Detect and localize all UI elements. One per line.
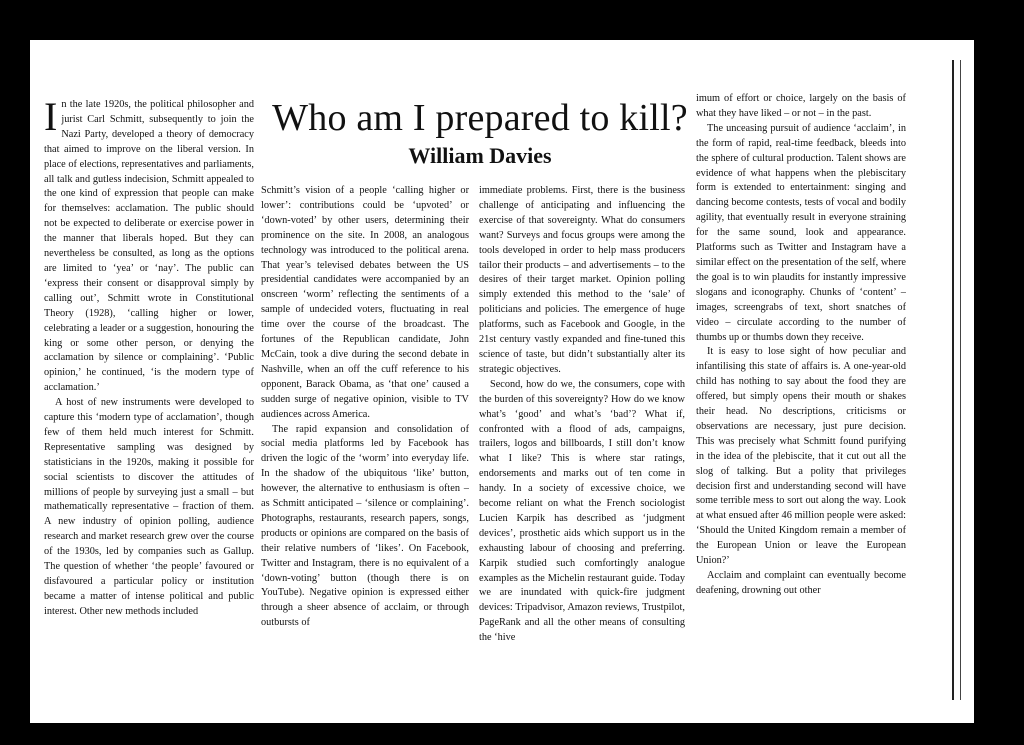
paragraph: The rapid expansion and consolidation of social media platforms led by Facebook has driven the logic of the ‘worm’ into everyday life. In the shadow of the ubiquitous ‘like’ button, however, the alternative to enthusiasm is often – as Schmitt anticipated – ‘silence or complaining’. Photographs, restaurants, research papers, songs, products or opinions are compared on the basis of their relative numbers of ‘likes’. On Facebook, Twitter and Instagram, there is no equivalent of a ‘down-voting’ button (though there is on YouTube). Negative opinion is expressed either through a sheer absence of acclaim, or through outbursts of — [261, 423, 469, 629]
scan-border-top — [0, 0, 1024, 40]
paragraph — [44, 98, 254, 396]
column-2 — [261, 184, 469, 710]
paragraph: It is easy to lose sight of how peculiar and infantilising this state of affairs is. A one-year-old child has nothing to say about the food they are offered, but simply opens their mouth or shakes their head. No descriptions, criticisms or observations are necessary, just pure decision. This was precisely what Schmitt found purifying in the idea of the plebiscite, that it cut out all the slog of talking. But a polity that privileges decision first and understanding second will have some terrible mess to sort out along the way. Look at what ensued after 46 million people were asked: ‘Should the United Kingdom remain a member of the European Union or leave the European Union?’ — [696, 346, 906, 567]
paragraph: immediate problems. First, there is the business challenge of anticipating and influencing the exercise of that sovereignty. What do consumers want? Surveys and focus groups were among the tools developed in order to help mass producers tailor their products – and advertisements – to the desires of their target market. Opinion polling simply extended this method to the ‘sale’ of politicians and policies. The emergence of huge platforms, such as Facebook and Google, in the 21st century vastly expanded and fine-tuned this science of taste, but didn’t substantially alter its strategic objectives. — [479, 185, 685, 375]
paragraph: Second, how do we, the consumers, cope with the burden of this sovereignty? How do we know what’s ‘good’ and what’s ‘bad’? What if, confronted with a flood of ads, campaigns, trailers, logos and billboards, I still don’t know what I like? This is where star ratings, endorsements and marks out of ten come in handy. In a society of excessive choice, we become reliant on what the French sociologist Lucien Karpik has described as ‘judgment devices’, prosthetic aids which support us in the exhausting labour of choosing and preferring. Karpik studied such comfortingly analogue examples as the Michelin restaurant guide. Today we are inundated with quick-fire judgment devices: Tripadvisor, Amazon reviews, Trustpilot, PageRank and all the other means of consulting the ‘hive — [479, 378, 685, 644]
article-author: William Davies — [408, 143, 552, 168]
page-fold-edge — [952, 60, 961, 700]
paragraph: A host of new instruments were developed to capture this ‘modern type of acclamation’, though few of them held much interest for Schmitt. Representative sampling was designed by statisticians in the 1920s, making it possible for social scientists to discover the attitudes of millions of people by surveying just a small – but mathematically representative – fraction of them. A new industry of opinion polling, audience research and market research grew over the course of the 1930s, led by companies such as Gallup. The question of whether ‘the people’ favoured or disfavoured a particular policy or institution became a matter of intense political and public interest. Other new methods included — [44, 397, 254, 617]
paragraph: Acclaim and complaint can eventually become deafening, drowning out other — [696, 570, 906, 596]
scan-border-left — [0, 0, 30, 745]
article-title: Who am I prepared to kill? — [272, 97, 688, 139]
scan-border-right — [974, 0, 1024, 745]
column-3 — [479, 184, 685, 710]
paragraph: imum of effort or choice, largely on the basis of what they have liked – or not – in the past. — [696, 93, 906, 119]
paragraph: Schmitt’s vision of a people ‘calling higher or lower’: contributions could be ‘upvoted’ or ‘down-voted’ by other users, determining their prominence on the site. In 2008, an analogous technology was introduced to the political arena. That year’s televised debates between the US presidential candidates were accompanied by an onscreen ‘worm’ reflecting the sentiments of a sample of undecided voters, fluctuating in real time over the course of the broadcast. The fortunes of the Republican candidate, John McCain, took a dive during the second debate in Nashville, when an off the cuff reference to his opponent, Barack Obama, as ‘that one’ caused a sudden surge of negative opinion, visible to TV audiences across America. — [261, 185, 469, 420]
paragraph-text: n the late 1920s, the political philosopher and jurist Carl Schmitt, subsequently to join the Nazi Party, developed a theory of democracy that aimed to improve on the liberal version. In place of elections, representatives and parliaments, all talk and gutless indecision, Schmitt appealed to the one kind of expression that people can make for themselves: acclamation. The public should not be expected to deliberate or exercise power in the manner that liberals hoped. But they can nevertheless be consulted, as long as the options are limited to ‘yea’ or ‘nay’. The public can ‘express their consent or disapproval simply by calling out’, Schmitt wrote in Constitutional Theory (1928), ‘calling higher or lower, celebrating a leader or a suggestion, honouring the king or some other person, or denying the acclamation by silence or complaining’. ‘Public opinion,’ he continued, ‘is the modern type of acclamation.’ — [44, 99, 254, 394]
drop-cap: I — [44, 98, 58, 139]
column-1 — [44, 98, 254, 710]
column-4 — [696, 92, 906, 710]
scan-border-bottom — [0, 723, 1024, 745]
paragraph: The unceasing pursuit of audience ‘acclaim’, in the form of rapid, real-time feedback, bleeds into the sphere of cultural production. Talent shows are evidence of what happens when the plebiscitary form is extended to entertainment: singing and dancing become contests, tests of vocal and bodily agility, that eventually result in everyone straining for the same sound, look and appearance. Platforms such as Twitter and Instagram have a similar effect on the presentation of the self, where the goal is to win plaudits for instantly impressive slogans and iconography. Chunks of ‘content’ – images, screengrabs of text, short snatches of video – circulate according to the number of thumbs up or thumbs down they receive. — [696, 122, 906, 343]
